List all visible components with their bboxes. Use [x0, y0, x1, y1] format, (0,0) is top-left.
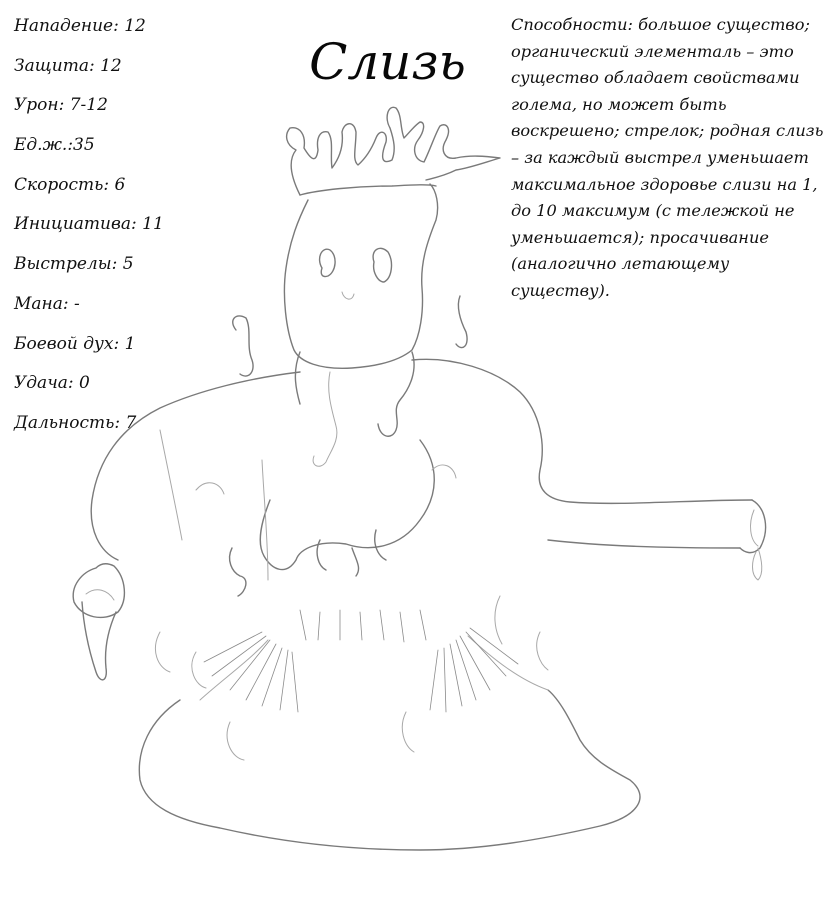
stat-speed: Скорость: 6	[14, 174, 126, 195]
stat-shots: Выстрелы: 5	[14, 254, 134, 275]
abilities-line: до 10 максимум (с тележкой не	[511, 201, 795, 221]
stat-defense: Защита: 12	[14, 55, 122, 76]
page-title: Слизь	[309, 33, 466, 91]
crown-drawing	[287, 107, 500, 195]
abilities-text	[511, 12, 827, 305]
stat-attack: Нападение: 12	[14, 16, 146, 36]
stat-range: Дальность: 7	[14, 412, 137, 433]
hatching-drawing	[204, 610, 518, 712]
abilities-line: существу).	[511, 280, 610, 300]
head-drawing	[284, 184, 437, 466]
abilities-line: голема, но может быть	[511, 94, 727, 114]
abilities-line: (аналогично летающему	[511, 254, 730, 274]
stat-morale: Боевой дух: 1	[14, 333, 136, 354]
abilities-line: – за каждый выстрел уменьшает	[511, 147, 809, 167]
abilities-line: воскрешено; стрелок; родная слизь	[511, 121, 824, 141]
abilities-line: Способности: большое существо;	[511, 15, 810, 34]
stat-luck: Удача: 0	[14, 373, 90, 394]
abilities-line: существо обладает свойствами	[511, 68, 800, 88]
stat-health: Ед.ж.:35	[14, 135, 95, 156]
stat-initiative: Инициатива: 11	[14, 214, 164, 235]
slime-puddle-drawing	[139, 636, 640, 850]
abilities-line: максимальное здоровье слизи на 1,	[511, 174, 818, 194]
stats-list	[14, 10, 214, 447]
abilities-line: органический элементаль – это	[511, 41, 794, 61]
stat-damage: Урон: 7-12	[14, 95, 108, 116]
drips-drawing	[155, 296, 548, 760]
stat-mana: Мана: -	[14, 293, 80, 314]
abilities-line: уменьшается); просачивание	[511, 227, 769, 247]
